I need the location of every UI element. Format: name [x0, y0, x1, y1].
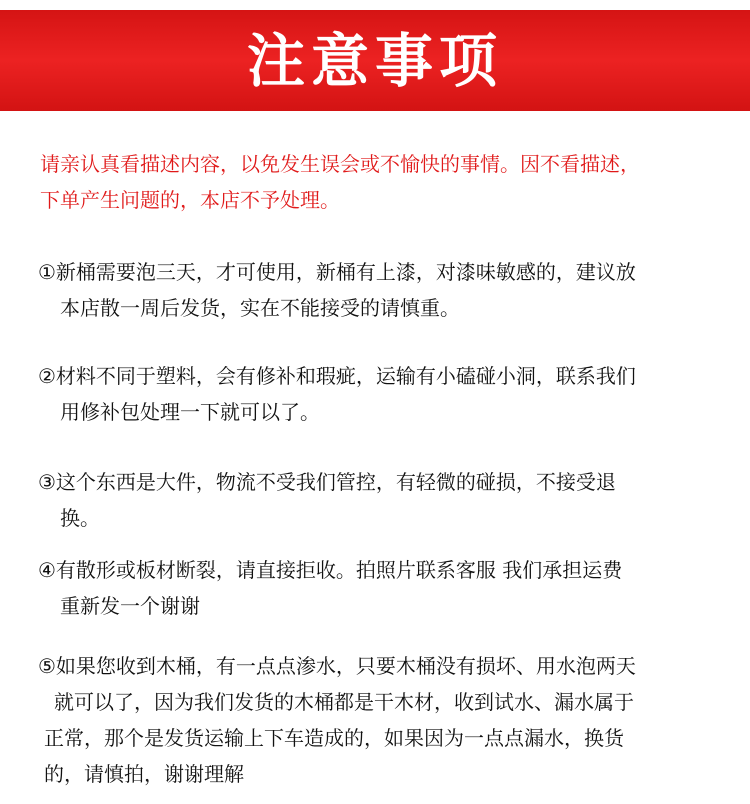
note-item-1 — [38, 254, 728, 326]
intro-line: 下单产生问题的，本店不予处理。 — [40, 188, 340, 212]
header-banner — [0, 10, 750, 111]
note-line: 正常，那个是发货运输上下车造成的，如果因为一点点漏水，换货 — [44, 726, 624, 750]
note-line: ③这个东西是大件，物流不受我们管控，有轻微的碰损，不接受退 — [38, 470, 616, 494]
note-line: 重新发一个谢谢 — [60, 594, 200, 618]
note-item-3 — [38, 464, 728, 536]
note-line: 的，请慎拍，谢谢理解 — [44, 762, 244, 786]
note-line: ④有散形或板材断裂，请直接拒收。拍照片联系客服 我们承担运费 — [38, 558, 623, 582]
note-line: 就可以了，因为我们发货的木桶都是干木材，收到试水、漏水属于 — [54, 690, 634, 714]
banner-title: 注意事项 — [246, 26, 503, 95]
note-line: ①新桶需要泡三天，才可使用，新桶有上漆，对漆味敏感的，建议放 — [38, 260, 636, 284]
intro-line: 请亲认真看描述内容，以免发生误会或不愉快的事情。因不看描述， — [40, 152, 640, 176]
intro-notice — [40, 146, 730, 218]
note-line: 本店散一周后发货，实在不能接受的请慎重。 — [60, 296, 460, 320]
note-line: ②材料不同于塑料，会有修补和瑕疵，运输有小磕碰小洞，联系我们 — [38, 364, 636, 388]
note-line: 换。 — [60, 506, 100, 530]
note-line: 用修补包处理一下就可以了。 — [60, 400, 320, 424]
note-item-4 — [38, 552, 728, 624]
note-line: ⑤如果您收到木桶，有一点点渗水，只要木桶没有损坏、用水泡两天 — [38, 654, 636, 678]
note-item-5 — [38, 648, 728, 792]
note-item-2 — [38, 358, 728, 430]
